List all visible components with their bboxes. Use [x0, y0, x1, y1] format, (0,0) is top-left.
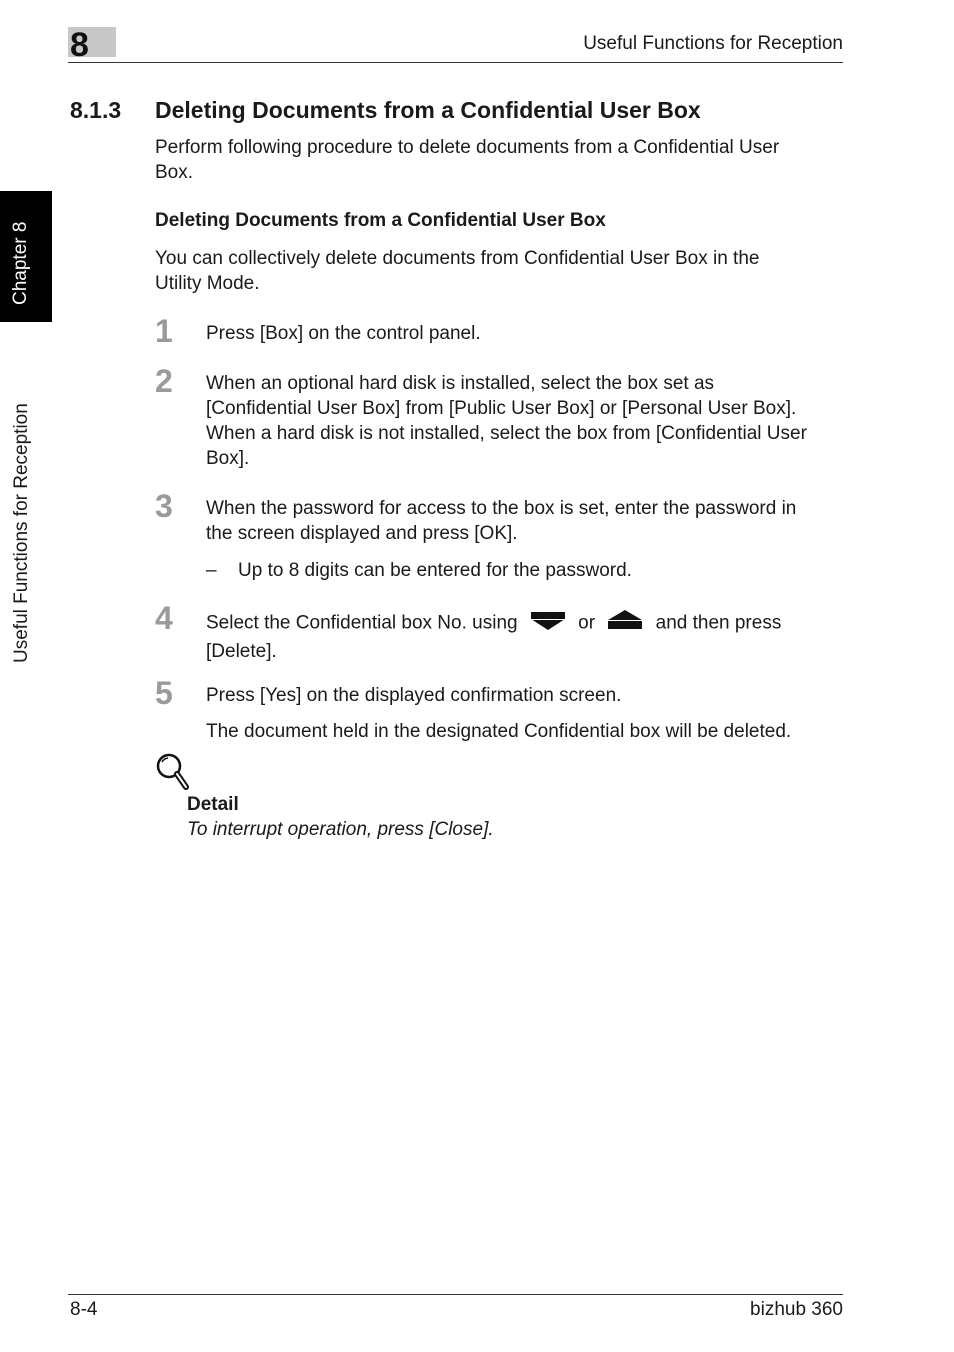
- step-text: [206, 608, 846, 664]
- note-dash: –: [206, 560, 217, 581]
- step-number: 4: [155, 600, 173, 636]
- step-result: The document held in the designated Confidential box will be deleted.: [206, 721, 792, 742]
- step-text-part: Select the Confidential box No. using: [206, 612, 518, 634]
- step-line: [206, 608, 846, 639]
- step-text: [206, 496, 846, 546]
- step-line: When the password for access to the box is set, enter the password in: [206, 498, 797, 519]
- running-title: Useful Functions for Reception: [583, 33, 843, 54]
- section-number: 8.1.3: [70, 97, 122, 123]
- page-number: 8-4: [70, 1299, 98, 1320]
- step-text: [206, 321, 846, 346]
- step-text-part: and then press: [655, 612, 782, 634]
- subsection-title: Deleting Documents from a Confidential User Box: [155, 210, 606, 231]
- section-intro-line: Perform following procedure to delete documents from a Confidential User: [155, 137, 780, 158]
- step-number: 5: [155, 675, 173, 711]
- header-divider: [68, 62, 843, 63]
- section-intro: [155, 135, 845, 185]
- step-line: [Delete].: [206, 641, 277, 662]
- chapter-number: 8: [70, 26, 89, 64]
- footer-divider: [68, 1294, 843, 1295]
- step-line: Press [Yes] on the displayed confirmation screen.: [206, 685, 622, 706]
- step-number: 2: [155, 363, 173, 399]
- step-line: When an optional hard disk is installed, select the box set as: [206, 373, 715, 394]
- step-text-part: or: [578, 612, 596, 634]
- section-title: Deleting Documents from a Confidential User Box: [155, 97, 701, 123]
- step-line: the screen displayed and press [OK].: [206, 523, 518, 544]
- side-tab-section-label: Useful Functions for Reception: [11, 403, 32, 663]
- detail-label: Detail: [187, 794, 239, 815]
- magnifier-icon: [155, 752, 191, 792]
- side-tab-chapter-label: Chapter 8: [10, 221, 31, 305]
- step-line: Box].: [206, 448, 250, 469]
- down-arrow-icon: [529, 608, 567, 639]
- up-arrow-icon: [606, 608, 644, 639]
- subsection-text: [155, 246, 845, 296]
- step-text: [206, 371, 846, 471]
- step-line: When a hard disk is not installed, select the box from [Confidential User: [206, 423, 807, 444]
- step-note: Up to 8 digits can be entered for the password.: [238, 560, 632, 581]
- step-text: [206, 683, 846, 708]
- step-line: [Confidential User Box] from [Public User Box] or [Personal User Box].: [206, 398, 797, 419]
- subsection-text-line: Utility Mode.: [155, 273, 260, 294]
- subsection-text-line: You can collectively delete documents from Confidential User Box in the: [155, 248, 760, 269]
- step-number: 3: [155, 488, 173, 524]
- step-number: 1: [155, 313, 173, 349]
- product-name: bizhub 360: [750, 1299, 843, 1320]
- step-line: Press [Box] on the control panel.: [206, 323, 481, 344]
- detail-text: To interrupt operation, press [Close].: [187, 819, 494, 840]
- section-intro-line: Box.: [155, 162, 194, 183]
